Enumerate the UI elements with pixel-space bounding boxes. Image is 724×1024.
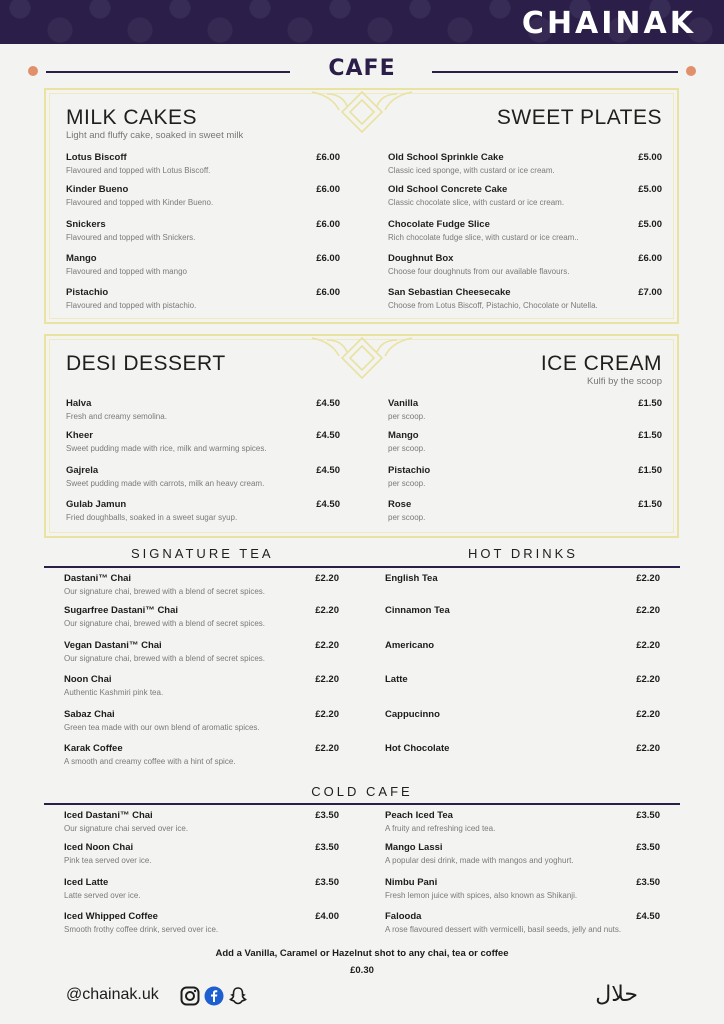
menu-item: Sabaz Chai £2.20 Green tea made with our own blend of aromatic spices.: [64, 709, 339, 732]
ice-cream-title: ICE CREAM: [540, 352, 662, 375]
desi-dessert-ice-cream-box: [44, 334, 679, 538]
sweet-plates-title: SWEET PLATES: [496, 106, 662, 129]
menu-item: Vegan Dastani™ Chai £2.20 Our signature chai, brewed with a blend of secret spices.: [64, 640, 339, 663]
addon-note: Add a Vanilla, Caramel or Hazelnut shot to any chai, tea or coffee: [215, 948, 509, 959]
menu-item: San Sebastian Cheesecake £7.00 Choose from Lotus Biscoff, Pistachio, Chocolate or Nutella.: [388, 287, 662, 310]
menu-item: Sugarfree Dastani™ Chai £2.20 Our signature chai, brewed with a blend of secret spices.: [64, 605, 339, 628]
menu-item: Americano £2.20: [385, 640, 660, 651]
brand-logo: CHAINAK: [521, 6, 696, 41]
menu-item: Nimbu Pani £3.50 Fresh lemon juice with spices, also known as Shikanji.: [385, 877, 660, 900]
menu-item: Cappucinno £2.20: [385, 709, 660, 720]
hot-drinks-title: HOT DRINKS: [468, 546, 578, 561]
signature-tea-title: SIGNATURE TEA: [131, 546, 274, 561]
snapchat-icon[interactable]: [228, 986, 248, 1006]
menu-item: Noon Chai £2.20 Authentic Kashmiri pink tea.: [64, 674, 339, 697]
menu-item: Kheer £4.50 Sweet pudding made with rice, milk and warming spices.: [66, 430, 340, 453]
section-rule: [44, 803, 680, 805]
menu-item: Snickers £6.00 Flavoured and topped with Snickers.: [66, 219, 340, 242]
menu-item: Lotus Biscoff £6.00 Flavoured and topped with Lotus Biscoff.: [66, 152, 340, 175]
milk-cakes-sweet-plates-box: [44, 88, 679, 324]
menu-item: Karak Coffee £2.20 A smooth and creamy coffee with a hint of spice.: [64, 743, 339, 766]
menu-item: Pistachio £6.00 Flavoured and topped with pistachio.: [66, 287, 340, 310]
desi-dessert-column: [66, 340, 356, 522]
menu-item: Dastani™ Chai £2.20 Our signature chai, brewed with a blend of secret spices.: [64, 573, 339, 596]
section-rule: [44, 566, 680, 568]
ice-cream-subtitle: Kulfi by the scoop: [587, 376, 662, 387]
menu-item: Mango £6.00 Flavoured and topped with mango: [66, 253, 340, 276]
menu-item: Kinder Bueno £6.00 Flavoured and topped with Kinder Bueno.: [66, 184, 340, 207]
sweet-plates-column: [388, 94, 678, 310]
header-band: [0, 0, 724, 44]
milk-cakes-subtitle: Light and fluffy cake, soaked in sweet milk: [66, 130, 244, 141]
menu-item: Iced Noon Chai £3.50 Pink tea served over ice.: [64, 842, 339, 865]
cafe-title-row: [0, 56, 724, 86]
addon-price: £0.30: [350, 965, 374, 976]
menu-item: Pistachio £1.50 per scoop.: [388, 465, 662, 488]
menu-item: Iced Whipped Coffee £4.00 Smooth frothy coffee drink, served over ice.: [64, 911, 339, 934]
ice-cream-column: [388, 340, 678, 522]
menu-item: Old School Concrete Cake £5.00 Classic chocolate slice, with custard or ice cream.: [388, 184, 662, 207]
menu-item: Iced Latte £3.50 Latte served over ice.: [64, 877, 339, 900]
menu-item: Halva £4.50 Fresh and creamy semolina.: [66, 398, 340, 421]
menu-item: Iced Dastani™ Chai £3.50 Our signature chai served over ice.: [64, 810, 339, 833]
menu-item: Falooda £4.50 A rose flavoured dessert with vermicelli, basil seeds, jelly and nuts.: [385, 911, 660, 934]
menu-item: Gulab Jamun £4.50 Fried doughballs, soaked in a sweet sugar syup.: [66, 499, 340, 522]
desi-dessert-title: DESI DESSERT: [66, 352, 226, 375]
cold-cafe-title: COLD CAFE: [311, 784, 413, 799]
menu-item: Latte £2.20: [385, 674, 660, 685]
milk-cakes-title: MILK CAKES: [66, 106, 198, 129]
menu-item: Vanilla £1.50 per scoop.: [388, 398, 662, 421]
right-title-rule: [432, 71, 678, 73]
menu-item: Mango Lassi £3.50 A popular desi drink, made with mangos and yoghurt.: [385, 842, 660, 865]
milk-cakes-column: [66, 94, 356, 310]
menu-item: Chocolate Fudge Slice £5.00 Rich chocolate fudge slice, with custard or ice cream..: [388, 219, 662, 242]
menu-item: English Tea £2.20: [385, 573, 660, 584]
facebook-icon[interactable]: [204, 986, 224, 1006]
menu-item: Old School Sprinkle Cake £5.00 Classic iced sponge, with custard or ice cream.: [388, 152, 662, 175]
halal-mark: حلال: [595, 982, 638, 1007]
menu-item: Gajrela £4.50 Sweet pudding made with carrots, milk an heavy cream.: [66, 465, 340, 488]
page-title: CAFE: [328, 56, 396, 81]
menu-item: Rose £1.50 per scoop.: [388, 499, 662, 522]
menu-item: Doughnut Box £6.00 Choose four doughnuts from our available flavours.: [388, 253, 662, 276]
menu-item: Peach Iced Tea £3.50 A fruity and refreshing iced tea.: [385, 810, 660, 833]
menu-item: Cinnamon Tea £2.20: [385, 605, 660, 616]
instagram-icon[interactable]: [180, 986, 200, 1006]
right-dot-ornament: [686, 66, 696, 76]
menu-item: Hot Chocolate £2.20: [385, 743, 660, 754]
social-handle[interactable]: @chainak.uk: [66, 986, 159, 1003]
menu-item: Mango £1.50 per scoop.: [388, 430, 662, 453]
